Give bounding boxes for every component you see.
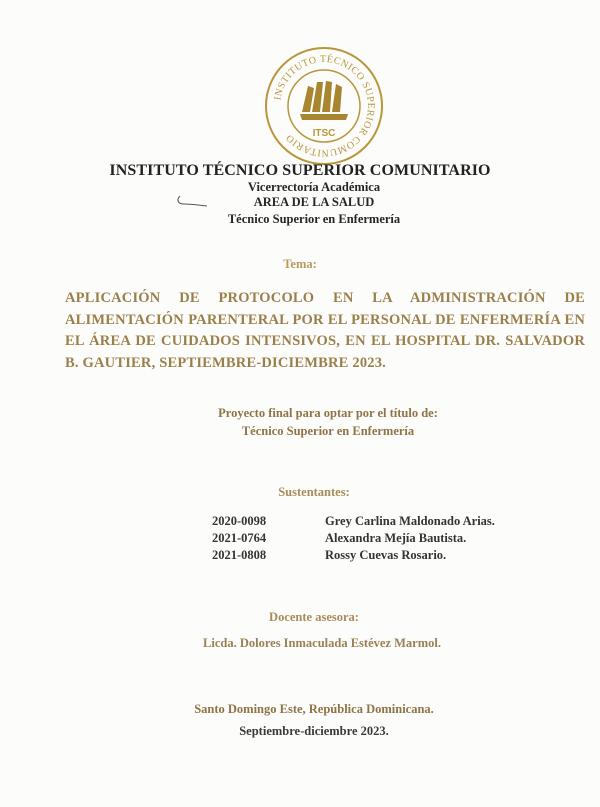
program-label: Técnico Superior en Enfermería [227,212,401,226]
student-id: 2021-0808 [212,548,267,562]
topic-label: Tema: [283,257,317,271]
student-row [212,548,446,563]
svg-text:ITSC: ITSC [312,128,336,139]
student-id: 2021-0764 [212,531,267,545]
institution-name: INSTITUTO TÉCNICO SUPERIOR COMUNITARIO [109,162,491,179]
student-id: 2020-0098 [212,514,267,528]
itsc-seal-logo [262,44,386,168]
student-row [212,514,495,529]
date: Septiembre-diciembre 2023. [239,724,389,738]
topic-title: APLICACIÓN DE PROTOCOLO EN LA ADMINISTRACIÓN DE ALIMENTACIÓN PARENTERAL POR EL PERSONAL DE ENFERMERÍA EN EL ÁREA DE CUIDADOS INTENSIVOS, EN EL HOSPITAL DR. SALVADOR B. GAUTIER, SEPTIEMBRE-DICIEMBRE 2023. [65,290,585,371]
location: Santo Domingo Este, República Dominicana. [194,702,434,716]
students-label: Sustentantes: [278,485,350,499]
degree-intro: Proyecto final para optar por el título de: [218,406,438,420]
advisor-label: Docente asesora: [269,610,359,624]
student-row [212,531,466,546]
student-name: Grey Carlina Maldonado Arias. [325,514,495,528]
area-label: AREA DE LA SALUD [253,195,375,209]
advisor-name: Licda. Dolores Inmaculada Estévez Marmol. [203,636,441,650]
student-name: Alexandra Mejía Bautista. [325,531,467,545]
pen-stroke-mark [174,194,210,208]
svg-text:INSTITUTO TÉCNICO SUPERIOR COM: INSTITUTO TÉCNICO SUPERIOR COMUNITARIO [272,53,377,159]
degree-title: Técnico Superior en Enfermería [241,424,415,438]
student-name: Rossy Cuevas Rosario. [325,548,447,562]
vicerrectoria-label: Vicerrectoría Académica [247,180,381,194]
